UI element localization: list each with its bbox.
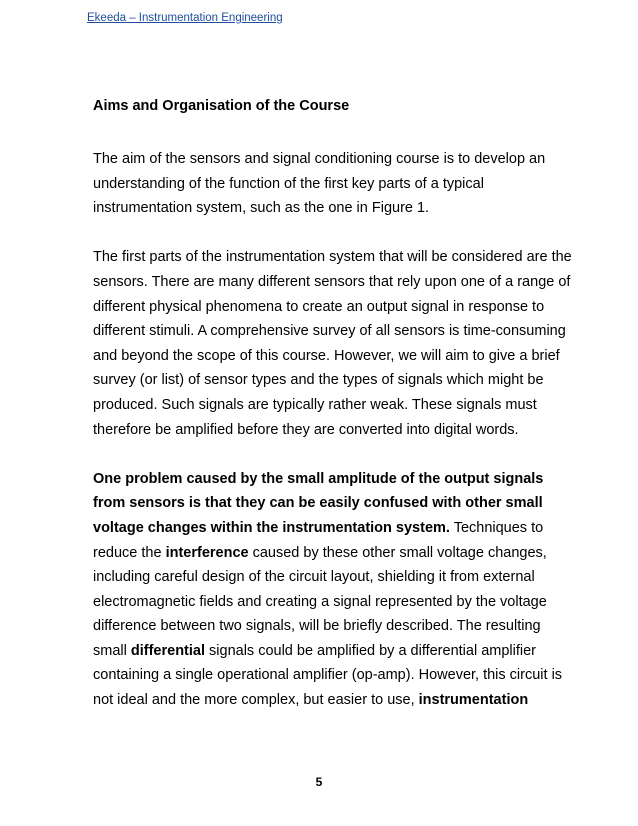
plain-text: Techniques to bbox=[449, 519, 544, 536]
section-heading: Aims and Organisation of the Course bbox=[93, 98, 350, 114]
text-line: difference between two signals, will be briefly described. The resulting bbox=[93, 618, 541, 635]
plain-text: small bbox=[93, 642, 131, 659]
text-line bbox=[93, 541, 593, 566]
text-line: understanding of the function of the first key parts of a typical bbox=[93, 175, 484, 192]
text-line: different physical phenomena to create an output signal in response to bbox=[93, 298, 545, 315]
paragraph-interference bbox=[93, 467, 593, 713]
text-line-bold bbox=[93, 467, 593, 492]
bold-text: from sensors is that they can be easily confused with other small bbox=[93, 495, 543, 512]
text-line: instrumentation system, such as the one in Figure 1. bbox=[93, 200, 430, 217]
text-line: survey (or list) of sensor types and the types of signals which might be bbox=[93, 372, 544, 389]
page-number: 5 bbox=[315, 775, 323, 789]
plain-text: signals could be amplified by a differential amplifier bbox=[205, 642, 536, 659]
paragraph-aim bbox=[93, 147, 593, 221]
text-line: containing a single operational amplifier (op-amp). However, this circuit is bbox=[93, 667, 563, 684]
text-line: different stimuli. A comprehensive survey of all sensors is time-consuming bbox=[93, 323, 566, 340]
document-body bbox=[93, 98, 593, 737]
bold-text: differential bbox=[130, 642, 205, 659]
bold-text: voltage changes within the instrumentation system. bbox=[93, 519, 450, 536]
text-line bbox=[93, 688, 593, 713]
text-line: therefore be amplified before they are converted into digital words. bbox=[93, 421, 519, 438]
text-line: The aim of the sensors and signal conditioning course is to develop an bbox=[93, 151, 546, 167]
bold-text: interference bbox=[165, 544, 249, 561]
text-line: electromagnetic fields and creating a signal represented by the voltage bbox=[93, 593, 547, 610]
text-line bbox=[93, 516, 593, 541]
bold-text: One problem caused by the small amplitude of the output signals bbox=[93, 470, 544, 487]
bold-text: instrumentation bbox=[418, 692, 529, 709]
paragraph-sensors bbox=[93, 245, 593, 442]
plain-text: not ideal and the more complex, but easier to use, bbox=[93, 692, 419, 709]
plain-text: reduce the bbox=[93, 544, 166, 561]
text-line: and beyond the scope of this course. However, we will aim to give a brief bbox=[93, 347, 560, 364]
text-line: sensors. There are many different sensors that rely upon one of a range of bbox=[93, 273, 571, 290]
plain-text: caused by these other small voltage changes, bbox=[248, 544, 547, 561]
header-link[interactable]: Ekeeda – Instrumentation Engineering bbox=[87, 12, 283, 24]
text-line: The first parts of the instrumentation system that will be considered are the bbox=[93, 249, 572, 266]
text-line: including careful design of the circuit layout, shielding it from external bbox=[93, 569, 535, 586]
text-line: produced. Such signals are typically rather weak. These signals must bbox=[93, 396, 537, 413]
text-line bbox=[93, 639, 593, 664]
text-line-bold bbox=[93, 491, 593, 516]
